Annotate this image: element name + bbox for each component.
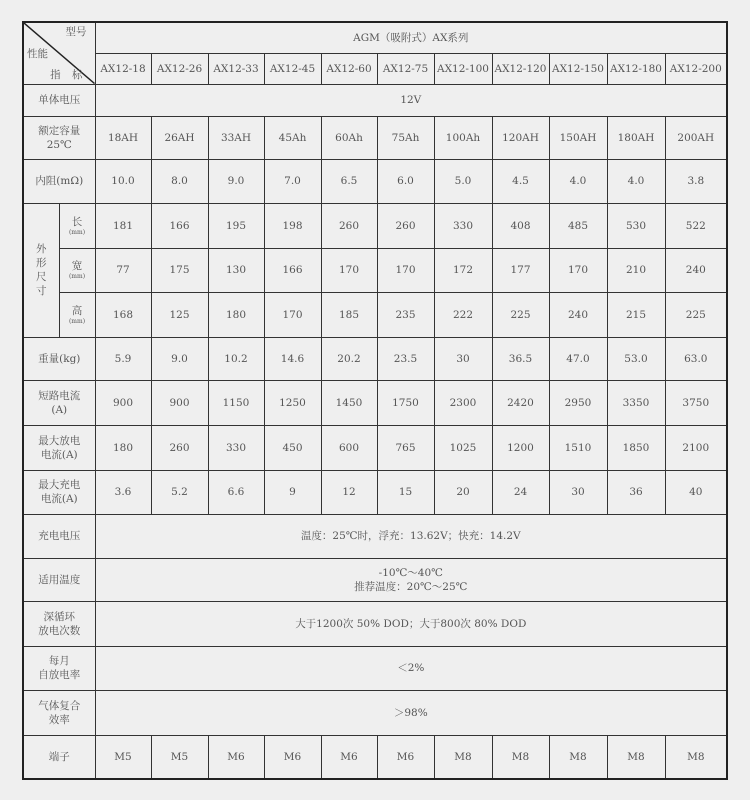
value-cell: 522 — [665, 203, 727, 248]
value-cell: 222 — [434, 292, 492, 337]
value-cell: 130 — [208, 248, 264, 292]
value-cell: 47.0 — [549, 337, 607, 380]
value-cell: 177 — [492, 248, 549, 292]
row-weight — [23, 337, 727, 380]
model-header-cell: AX12-18 — [95, 53, 151, 84]
value-cell: 170 — [264, 292, 321, 337]
value-cell: 1250 — [264, 380, 321, 425]
value-cell: 215 — [607, 292, 665, 337]
value-recombination: ＞98% — [95, 690, 727, 735]
value-cell: 260 — [321, 203, 377, 248]
value-cell: M6 — [264, 735, 321, 779]
value-cell: 225 — [492, 292, 549, 337]
label-capacity — [23, 116, 95, 159]
value-cell: 195 — [208, 203, 264, 248]
value-cell: 9.0 — [208, 159, 264, 203]
value-cell: M8 — [434, 735, 492, 779]
header-row-series — [23, 22, 727, 53]
row-width — [23, 248, 727, 292]
value-cell: 170 — [321, 248, 377, 292]
value-cell: 30 — [434, 337, 492, 380]
value-cell: 26AH — [151, 116, 208, 159]
value-cell: M8 — [607, 735, 665, 779]
value-cell: 1850 — [607, 425, 665, 470]
model-header-cell: AX12-26 — [151, 53, 208, 84]
label-resistance: 内阻(mΩ) — [23, 159, 95, 203]
value-cell: M8 — [665, 735, 727, 779]
row-voltage — [23, 84, 727, 116]
value-cell: 53.0 — [607, 337, 665, 380]
value-cell: 172 — [434, 248, 492, 292]
value-cell: 175 — [151, 248, 208, 292]
value-cell: 485 — [549, 203, 607, 248]
value-cell: 198 — [264, 203, 321, 248]
value-cell: 180 — [95, 425, 151, 470]
value-cell: M5 — [151, 735, 208, 779]
value-cell: 3350 — [607, 380, 665, 425]
value-cell: M6 — [377, 735, 434, 779]
value-cell: 900 — [151, 380, 208, 425]
value-cell: 6.5 — [321, 159, 377, 203]
label-voltage: 单体电压 — [23, 84, 95, 116]
value-temperature-range: -10℃～40℃ — [378, 566, 443, 579]
value-voltage: 12V — [95, 84, 727, 116]
value-cell: 12 — [321, 470, 377, 514]
row-resistance — [23, 159, 727, 203]
label-width-text: 宽 — [71, 260, 83, 272]
label-cycles — [23, 601, 95, 646]
battery-spec-table — [22, 21, 728, 780]
value-cell: 2300 — [434, 380, 492, 425]
value-cell: 1150 — [208, 380, 264, 425]
value-cell: 60Ah — [321, 116, 377, 159]
dim-char-4: 寸 — [36, 285, 47, 297]
value-cell: 4.5 — [492, 159, 549, 203]
value-self-discharge: ＜2% — [95, 646, 727, 690]
value-cell: 200AH — [665, 116, 727, 159]
label-height-text: 高 — [71, 304, 83, 317]
label-temperature: 适用温度 — [23, 558, 95, 601]
row-terminal — [23, 735, 727, 779]
value-cell: 530 — [607, 203, 665, 248]
value-cell: 260 — [377, 203, 434, 248]
value-cell: M5 — [95, 735, 151, 779]
corner-label-model: 型号 — [65, 26, 87, 38]
value-cell: 14.6 — [264, 337, 321, 380]
value-cell: 5.9 — [95, 337, 151, 380]
row-capacity — [23, 116, 727, 159]
label-max-charge — [23, 470, 95, 514]
value-cell: 63.0 — [665, 337, 727, 380]
value-cell: 170 — [549, 248, 607, 292]
value-cell: 330 — [208, 425, 264, 470]
model-header-cell: AX12-100 — [434, 53, 492, 84]
value-cell: 170 — [377, 248, 434, 292]
row-charge-voltage — [23, 514, 727, 558]
value-cell: 260 — [151, 425, 208, 470]
value-cell: 150AH — [549, 116, 607, 159]
row-short-circuit — [23, 380, 727, 425]
label-max-charge-line1: 最大充电 — [38, 479, 81, 491]
value-cell: 168 — [95, 292, 151, 337]
value-cell: 166 — [151, 203, 208, 248]
label-recombination-line2: 效率 — [48, 713, 70, 726]
label-length — [59, 203, 95, 248]
value-cell: 408 — [492, 203, 549, 248]
row-length — [23, 203, 727, 248]
value-temperature-recommended: 推荐温度：20℃～25℃ — [354, 580, 468, 593]
value-cell: 20.2 — [321, 337, 377, 380]
value-cell: 10.2 — [208, 337, 264, 380]
label-short-circuit-line1: 短路电流 — [38, 389, 81, 402]
label-height — [59, 292, 95, 337]
value-cell: M6 — [208, 735, 264, 779]
value-cell: 10.0 — [95, 159, 151, 203]
value-cell: 20 — [434, 470, 492, 514]
model-header-cell: AX12-180 — [607, 53, 665, 84]
model-header-cell: AX12-120 — [492, 53, 549, 84]
value-cell: 330 — [434, 203, 492, 248]
label-self-discharge — [23, 646, 95, 690]
value-cell: 240 — [549, 292, 607, 337]
row-cycles — [23, 601, 727, 646]
value-cell: 33AH — [208, 116, 264, 159]
label-cycles-line2: 放电次数 — [38, 624, 81, 637]
value-cell: 36 — [607, 470, 665, 514]
value-charge-voltage: 温度：25℃时，浮充：13.62V；快充：14.2V — [95, 514, 727, 558]
value-cell: 24 — [492, 470, 549, 514]
value-cell: 4.0 — [549, 159, 607, 203]
value-cell: 3750 — [665, 380, 727, 425]
model-header-cell: AX12-150 — [549, 53, 607, 84]
value-cell: 100Ah — [434, 116, 492, 159]
label-max-discharge-line1: 最大放电 — [38, 434, 81, 447]
value-temperature — [95, 558, 727, 601]
value-cell: 450 — [264, 425, 321, 470]
value-cell: M8 — [549, 735, 607, 779]
row-max-discharge — [23, 425, 727, 470]
value-cell: 185 — [321, 292, 377, 337]
value-cell: 210 — [607, 248, 665, 292]
model-header-cell: AX12-75 — [377, 53, 434, 84]
value-cycles: 大于1200次 50% DOD；大于800次 80% DOD — [95, 601, 727, 646]
label-terminal: 端子 — [23, 735, 95, 779]
value-cell: 15 — [377, 470, 434, 514]
value-cell: 3.6 — [95, 470, 151, 514]
corner-label-performance: 性能 — [27, 48, 48, 60]
value-cell: 7.0 — [264, 159, 321, 203]
label-short-circuit-line2: (A) — [51, 403, 68, 416]
row-height — [23, 292, 727, 337]
label-short-circuit — [23, 380, 95, 425]
value-cell: 18AH — [95, 116, 151, 159]
value-cell: 5.0 — [434, 159, 492, 203]
label-dimensions-group — [23, 203, 59, 337]
row-max-charge — [23, 470, 727, 514]
value-cell: 1750 — [377, 380, 434, 425]
value-cell: 240 — [665, 248, 727, 292]
label-cycles-line1: 深循环 — [43, 610, 75, 623]
value-cell: 6.6 — [208, 470, 264, 514]
value-cell: 30 — [549, 470, 607, 514]
value-cell: 6.0 — [377, 159, 434, 203]
value-cell: 225 — [665, 292, 727, 337]
row-self-discharge — [23, 646, 727, 690]
value-cell: 180 — [208, 292, 264, 337]
value-cell: 9.0 — [151, 337, 208, 380]
dim-char-1: 外 — [36, 243, 47, 255]
header-corner-cell — [23, 22, 95, 84]
label-length-unit: (mm) — [68, 228, 86, 236]
value-cell: 125 — [151, 292, 208, 337]
label-width-unit: (mm) — [68, 273, 86, 280]
label-weight: 重量(kg) — [23, 337, 95, 380]
label-width — [59, 248, 95, 292]
label-recombination-line1: 气体复合 — [38, 699, 81, 712]
value-cell: 1510 — [549, 425, 607, 470]
value-cell: 1450 — [321, 380, 377, 425]
label-capacity-line2: 25℃ — [46, 138, 72, 151]
label-height-unit: (mm) — [68, 317, 86, 325]
value-cell: 181 — [95, 203, 151, 248]
label-self-discharge-line2: 自放电率 — [38, 669, 81, 681]
dim-char-3: 尺 — [36, 271, 47, 283]
label-recombination — [23, 690, 95, 735]
label-max-charge-line2: 电流(A) — [40, 493, 78, 505]
row-recombination — [23, 690, 727, 735]
value-cell: M8 — [492, 735, 549, 779]
model-header-cell: AX12-60 — [321, 53, 377, 84]
value-cell: 77 — [95, 248, 151, 292]
value-cell: 75Ah — [377, 116, 434, 159]
value-cell: 900 — [95, 380, 151, 425]
label-capacity-line1: 额定容量 — [38, 124, 81, 137]
label-charge-voltage: 充电电压 — [23, 514, 95, 558]
value-cell: 5.2 — [151, 470, 208, 514]
value-cell: 600 — [321, 425, 377, 470]
value-cell: 4.0 — [607, 159, 665, 203]
value-cell: 1025 — [434, 425, 492, 470]
value-cell: 36.5 — [492, 337, 549, 380]
dim-char-2: 形 — [36, 257, 47, 269]
value-cell: M6 — [321, 735, 377, 779]
value-cell: 45Ah — [264, 116, 321, 159]
value-cell: 180AH — [607, 116, 665, 159]
value-cell: 40 — [665, 470, 727, 514]
label-self-discharge-line1: 每月 — [48, 655, 70, 667]
label-length-text: 长 — [71, 215, 83, 228]
value-cell: 166 — [264, 248, 321, 292]
value-cell: 1200 — [492, 425, 549, 470]
value-cell: 9 — [264, 470, 321, 514]
value-cell: 120AH — [492, 116, 549, 159]
value-cell: 8.0 — [151, 159, 208, 203]
value-cell: 2950 — [549, 380, 607, 425]
value-cell: 2420 — [492, 380, 549, 425]
value-cell: 765 — [377, 425, 434, 470]
value-cell: 3.8 — [665, 159, 727, 203]
value-cell: 235 — [377, 292, 434, 337]
header-row-models — [23, 53, 727, 84]
corner-label-spec: 指 标 — [50, 68, 87, 81]
series-title: AGM（吸附式）AX系列 — [95, 22, 727, 53]
label-max-discharge — [23, 425, 95, 470]
model-header-cell: AX12-33 — [208, 53, 264, 84]
row-temperature — [23, 558, 727, 601]
value-cell: 2100 — [665, 425, 727, 470]
model-header-cell: AX12-200 — [665, 53, 727, 84]
value-cell: 23.5 — [377, 337, 434, 380]
label-max-discharge-line2: 电流(A) — [40, 448, 78, 461]
model-header-cell: AX12-45 — [264, 53, 321, 84]
